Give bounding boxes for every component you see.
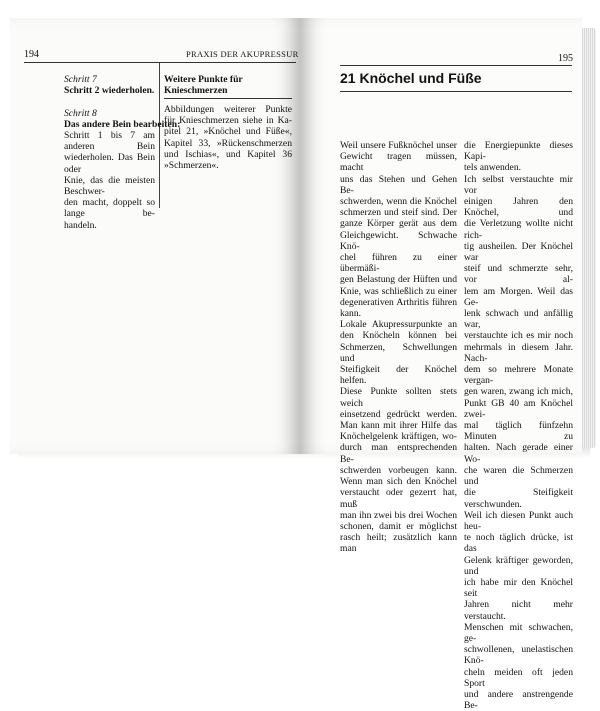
text-line: wiederholen. Das Bein oder: [64, 152, 155, 175]
text-line: durch man entsprechenden Be-: [340, 442, 457, 465]
title-line: Weitere Punkte für: [164, 74, 243, 85]
text-line: Ich selbst verstauchte mir vor: [464, 173, 573, 196]
body-column-2: [464, 140, 573, 711]
text-line: Weil ich diesen Punkt auch heu-: [464, 509, 573, 532]
text-line: lem am Morgen. Weil das Ge-: [464, 285, 573, 308]
chapter-top-rule: [340, 65, 572, 66]
text-line: schwerden, wenn die Knöchel: [340, 196, 457, 208]
text-line: ich habe mir den Knöchel seit: [464, 576, 573, 600]
title-line: Knieschmerzen: [164, 85, 228, 97]
chapter-title: 21 Knöchel und Füße: [340, 70, 482, 86]
right-page: [300, 18, 582, 711]
text-line: für Knieschmerzen siehe in Ka-: [164, 115, 292, 127]
text-line: Knöchelgelenk kräftigen, wo-: [340, 431, 457, 443]
text-line: Weil unsere Fußknöchel unser: [340, 140, 457, 151]
step7-label: Schritt 7: [64, 74, 97, 85]
sidebar-rule: [164, 98, 292, 99]
text-line: che waren die Schmerzen und: [464, 464, 573, 488]
text-line: den macht, doppelt so lange be-: [64, 197, 155, 220]
text-line: einsetzend gedrückt werden.: [340, 408, 457, 420]
step8-label: Schritt 8: [64, 108, 97, 119]
text-line: schmerzen und steif sind. Der: [340, 207, 457, 219]
text-line: halten. Nach gerade einer Wo-: [464, 442, 573, 465]
text-line: gen Belastung der Hüften und: [340, 274, 457, 286]
text-line: dem so mehrere Monate vergan-: [464, 364, 573, 387]
text-line: die Verletzung wollte nicht rich-: [464, 218, 573, 241]
text-line: Schritt 1 bis 7 am anderen Bein: [64, 130, 155, 153]
text-line: degenerativen Arthritis führen: [340, 296, 457, 308]
text-line: Gelenk kräftiger geworden, und: [464, 554, 573, 577]
text-line: Wenn man sich den Knöchel: [340, 476, 457, 488]
text-line: steif und schmerzte sehr, vor al-: [464, 263, 573, 286]
text-line: Steifigkeit der Knöchel helfen.: [340, 364, 457, 387]
running-header: PRAXIS DER AKUPRESSUR: [186, 49, 299, 59]
text-line: cheln meiden oft jeden Sport: [464, 666, 573, 689]
left-page: [10, 18, 300, 454]
text-line: pitel 21, »Knöchel und Füße«,: [164, 126, 292, 138]
text-line: tig ausheilen. Der Knöchel war: [464, 240, 573, 264]
text-line: einigen Jahren den Knöchel, und: [464, 196, 573, 219]
text-line: Abbildungen weiterer Punkte: [164, 104, 292, 115]
text-line: te noch täglich drücke, ist das: [464, 532, 573, 555]
text-line: Schmerzen, Schwellungen und: [340, 341, 457, 364]
text-line: mehrmals in diesem Jahr. Nach-: [464, 341, 573, 364]
step8-title: Das andere Bein bearbeiten:: [64, 119, 181, 130]
step8-body: [64, 130, 155, 231]
text-line: mal täglich fünfzehn Minuten zu: [464, 420, 573, 443]
sidebar-title: [164, 74, 292, 96]
step7-text: Schritt 2 wiederholen.: [64, 85, 155, 96]
text-line: die Energiepunkte dieses Kapi-: [464, 140, 573, 163]
text-line: verstauchte ich es mir noch: [464, 330, 573, 342]
right-page-number: 195: [558, 53, 573, 64]
text-line: chel führen zu einer übermäßi-: [340, 252, 457, 275]
text-line: ganze Körper gerät aus dem: [340, 218, 457, 230]
text-line: schwollenen, unelastischen Knö-: [464, 644, 573, 667]
header-rule: [24, 62, 296, 63]
text-line: man ihn zwei bis drei Wochen: [340, 509, 457, 521]
text-line: gen waren, zwang ich mich,: [464, 386, 573, 398]
text-line: und Ischias«, und Kapitel 36: [164, 148, 292, 160]
body-column-1: [340, 140, 457, 555]
text-line: Gewicht tragen müssen, macht: [340, 151, 457, 174]
text-line: Punkt GB 40 am Knöchel zwei-: [464, 397, 573, 420]
text-line: Man kann mit ihrer Hilfe das: [340, 420, 457, 432]
text-line: uns das Stehen und Gehen Be-: [340, 173, 457, 196]
chapter-bottom-rule: [340, 91, 572, 92]
text-line: Knie, das die meisten Beschwer-: [64, 174, 155, 198]
text-line: lenk schwach und anfällig war,: [464, 308, 573, 331]
text-line: tels anwenden.: [464, 162, 522, 174]
text-line: Kapitel 33, »Rückenschmerzen: [164, 137, 292, 149]
text-line: schonen, damit er möglichst: [340, 520, 457, 532]
text-line: Diese Punkte sollten stets weich: [340, 386, 457, 409]
text-line: und andere anstrengende Be-: [464, 688, 573, 711]
text-line: Lokale Akupressurpunkte an: [340, 319, 457, 331]
sidebar-body: [164, 104, 292, 171]
text-line: schwerden vorbeugen kann.: [340, 464, 457, 476]
text-line: den Knöcheln können bei: [340, 330, 457, 342]
column-divider: [159, 63, 160, 208]
left-page-number: 194: [24, 49, 39, 60]
text-line: Gleichgewicht. Schwache Knö-: [340, 229, 457, 252]
text-line: Jahren nicht mehr verstaucht.: [464, 599, 573, 622]
text-line: die Steifigkeit verschwunden.: [464, 487, 573, 510]
text-line: Menschen mit schwachen, ge-: [464, 621, 573, 644]
text-line: »Schmerzen«.: [164, 160, 219, 172]
text-line: handeln.: [64, 219, 97, 231]
page-edges: [582, 28, 596, 448]
text-line: kann.: [340, 308, 362, 320]
text-line: verstaucht oder gezerrt hat, muß: [340, 487, 457, 510]
text-line: Knie, was schließlich zu einer: [340, 285, 457, 297]
text-line: rasch heilt; zusätzlich kann man: [340, 532, 457, 555]
